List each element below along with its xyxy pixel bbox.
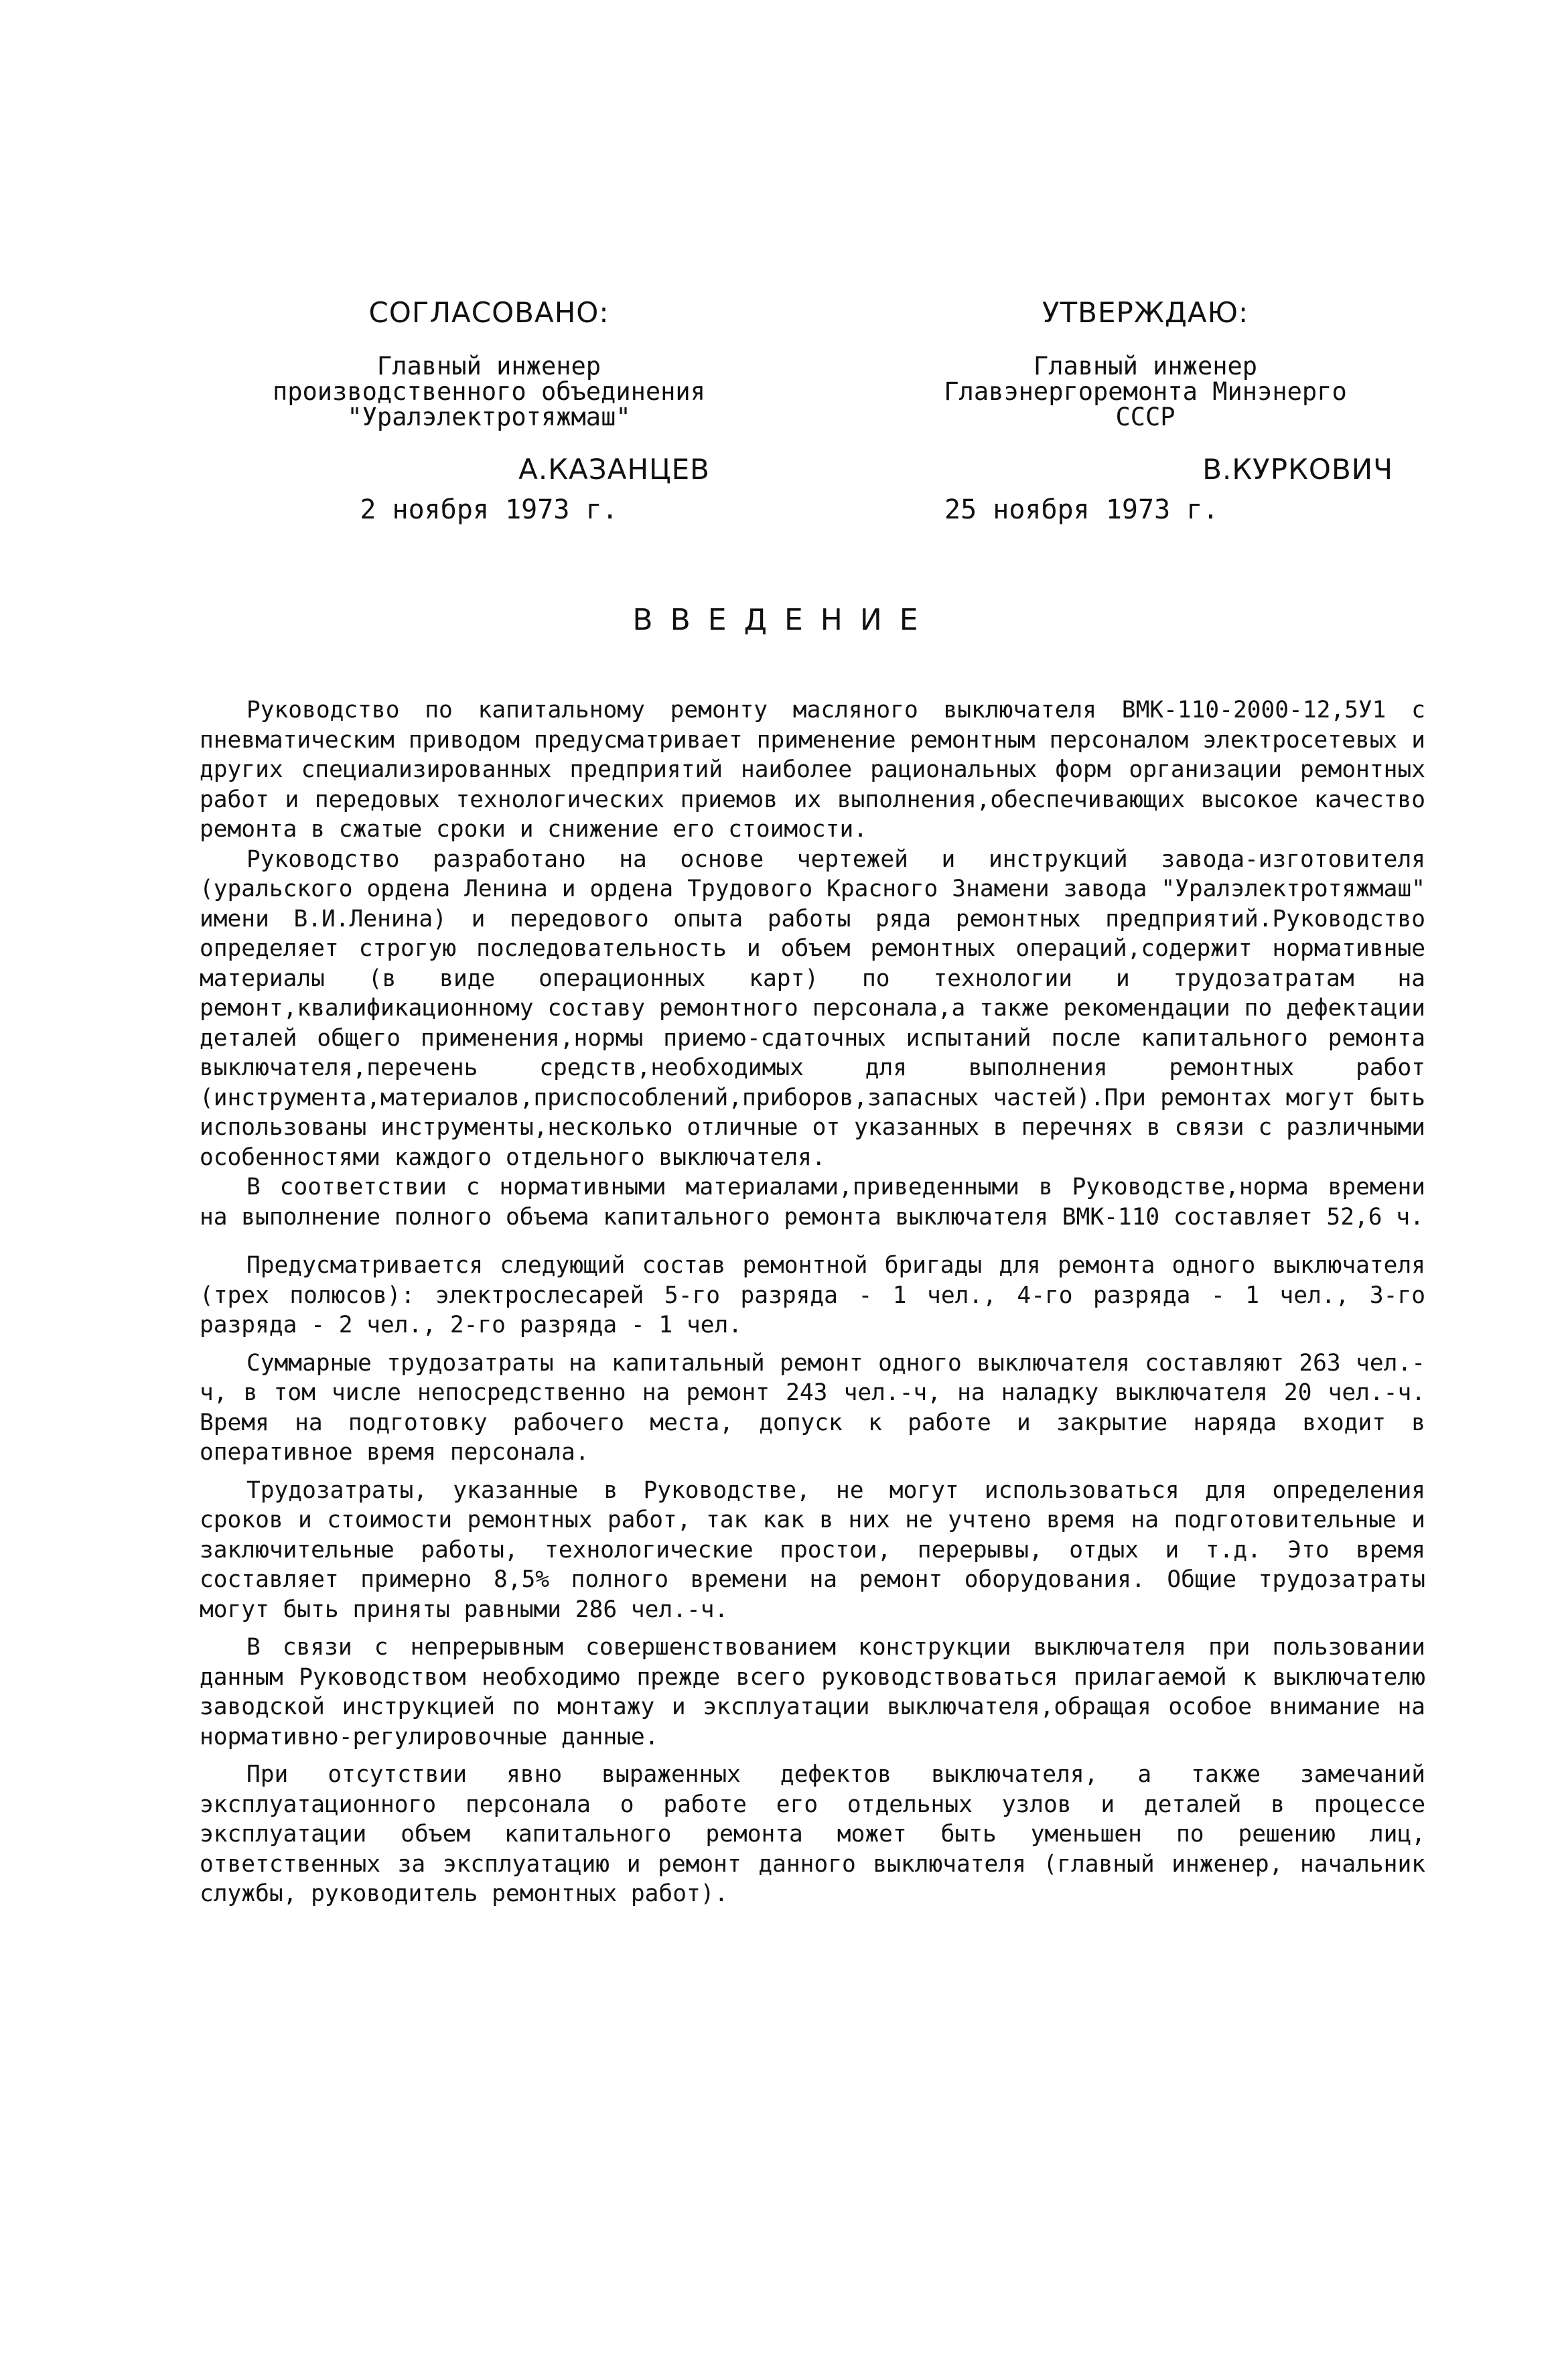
paragraph: Руководство по капитальному ремонту масляного выключателя ВМК-110-2000-12,5У1 с пневматическим приводом предусматривает применение ремонтным персоналом электросетевых и других специализированных предприятий наиболее рациональных форм организации ремонтных работ и передовых технологических приемов их выполнения,обеспечивающих высокое качество ремонта в сжатые сроки и снижение его стоимости. <box>200 697 1425 843</box>
approver-title-line: Главный инженер <box>1033 352 1258 380</box>
approver-title-line: Главэнергоремонта Минэнерго <box>944 377 1347 406</box>
paragraph: В связи с непрерывным совершенствованием конструкции выключателя при пользовании данным Руководством необходимо прежде всего руководствоваться прилагаемой к выключателю заводской инструкцией по монтажу и эксплуатации выключателя,обращая особое внимание на нормативно-регулировочные данные. <box>200 1634 1425 1750</box>
approver-name: В.КУРКОВИЧ <box>1202 453 1393 486</box>
paragraph: В соответствии с нормативными материалами,приведенными в Руководстве,норма времени на выполнение полного объема капитального ремонта выключателя ВМК-110 составляет 52,6 ч. <box>200 1174 1425 1231</box>
paragraph: Руководство разработано на основе чертежей и инструкций завода-изготовителя (уральского ордена Ленина и ордена Трудового Красного Знамени завода "Уралэлектротяжмаш" имени В.И.Ленина) и передового опыта работы ряда ремонтных предприятий.Руководство определяет строгую последовательность и объем ремонтных операций,содержит нормативные материалы (в виде операционных карт) по технологии и трудозатратам на ремонт,квалификационному составу ремонтного персонала,а также рекомендации по дефектации деталей общего применения,нормы приемо-сдаточных испытаний после капитального ремонта выключателя,перечень средств,необходимых для выполнения ремонтных работ (инструмента,материалов,приспособлений,приборов,запасных частей).При ремонтах могут быть использованы инструменты,несколько отличные от указанных в перечнях в связи с различными особенностями каждого отдельного выключателя. <box>200 845 1425 1171</box>
approval-heading: УТВЕРЖДАЮ: <box>1042 296 1249 329</box>
approver-title-line: "Уралэлектротяжмаш" <box>347 403 631 431</box>
section-title: ВВЕДЕНИЕ <box>632 603 936 637</box>
paragraph: Трудозатраты, указанные в Руководстве, не могут использоваться для определения сроков и стоимости ремонтных работ, так как в них не учтено время на подготовительные и заключительные работы, технологические простои, перерывы, отдых и т.д. Это время составляет примерно 8,5% полного времени на ремонт оборудования. Общие трудозатраты могут быть приняты равными 286 чел.-ч. <box>200 1476 1425 1623</box>
paragraph: При отсутствии явно выраженных дефектов выключателя, а также замечаний эксплуатационного персонала о работе его отдельных узлов и деталей в процессе эксплуатации объем капитального ремонта может быть уменьшен по решению лиц, ответственных за эксплуатацию и ремонт данного выключателя (главный инженер, начальник службы, руководитель ремонтных работ). <box>200 1761 1425 1907</box>
approval-heading: СОГЛАСОВАНО: <box>368 296 610 329</box>
paragraph: Суммарные трудозатраты на капитальный ремонт одного выключателя составляют 263 чел.-ч, в том числе непосредственно на ремонт 243 чел.-ч, на наладку выключателя 20 чел.-ч. Время на подготовку рабочего места, допуск к работе и закрытие наряда входит в оперативное время персонала. <box>200 1349 1425 1466</box>
approver-title-line: СССР <box>1115 403 1175 431</box>
document-body <box>200 695 1425 1917</box>
paragraph: Предусматривается следующий состав ремонтной бригады для ремонта одного выключателя (трех полюсов): электрослесарей 5-го разряда - 1 чел., 4-го разряда - 1 чел., 3-го разряда - 2 чел., 2-го разряда - 1 чел. <box>200 1252 1425 1338</box>
approval-date: 2 ноября 1973 г. <box>360 494 618 525</box>
approver-title-line: производственного объединения <box>272 377 705 406</box>
approver-name: А.КАЗАНЦЕВ <box>518 453 710 486</box>
approver-title-line: Главный инженер <box>376 352 601 380</box>
approval-date: 25 ноября 1973 г. <box>944 494 1219 525</box>
approval-block-left <box>255 296 723 525</box>
approval-block-right <box>898 296 1393 525</box>
